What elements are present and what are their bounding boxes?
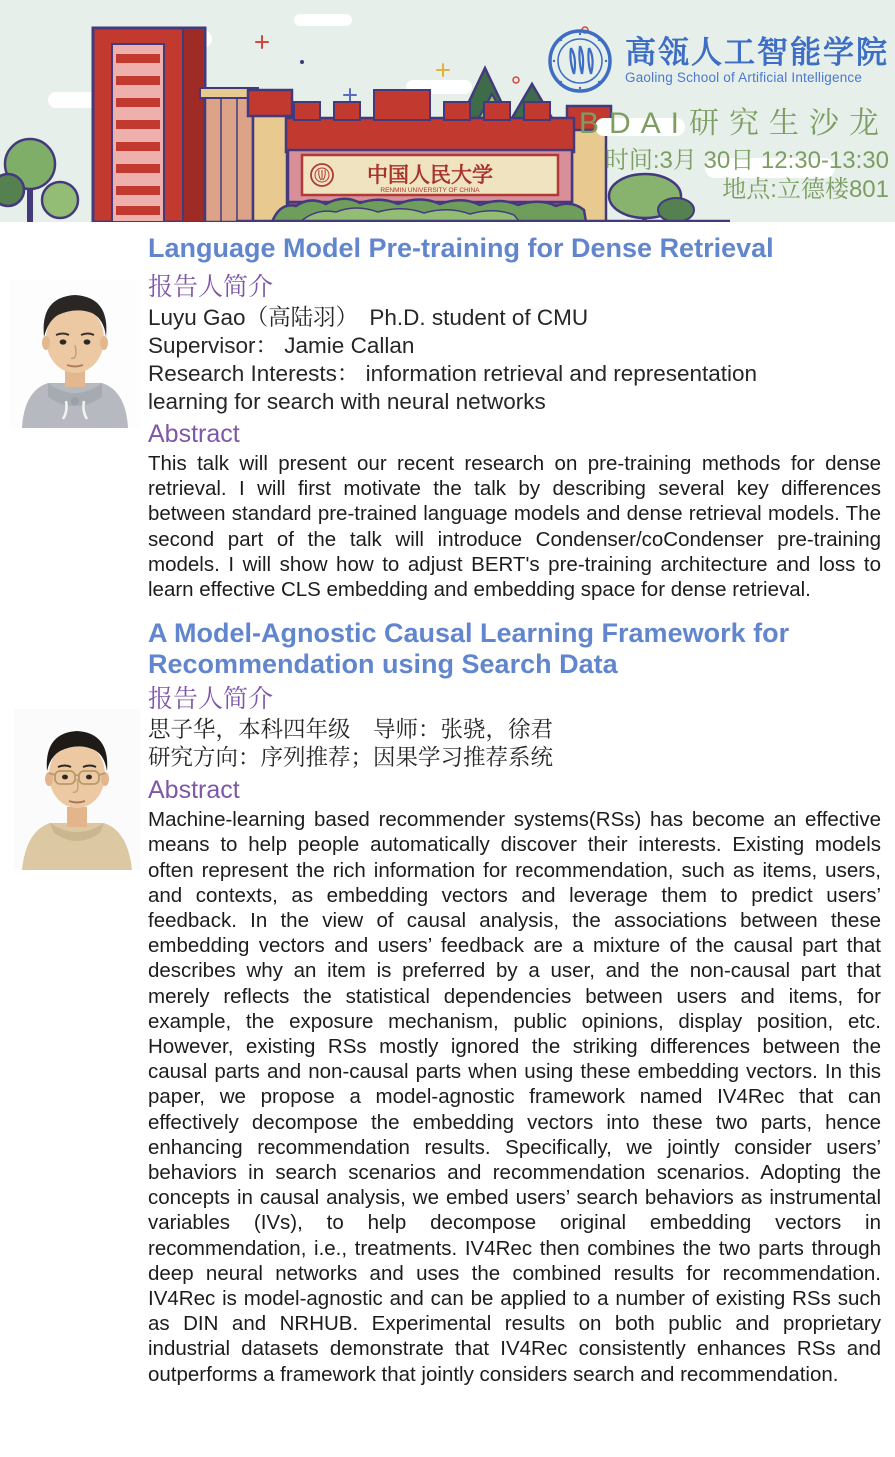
left-trees [0, 139, 78, 222]
school-logo [547, 28, 889, 94]
talk2-bio-heading: 报告人简介 [148, 685, 274, 714]
talk2-bio [148, 716, 843, 772]
talk1-research-line: Research Interests： information retrieval and representation learning for search with neural networks [148, 361, 758, 414]
event-location: 地点:立德楼801 [722, 176, 889, 203]
gsai-seal-icon [547, 28, 613, 94]
talk1-bio-heading: 报告人简介 [148, 273, 274, 301]
talk1-supervisor-line: Supervisor： Jamie Callan [148, 333, 415, 358]
talk2-abstract-heading: Abstract [148, 776, 240, 805]
bushes [272, 199, 586, 222]
header-info [547, 28, 889, 204]
poster-body [0, 222, 895, 1387]
talk2-speaker-line: 思子华，本科四年级 导师：张骁，徐君 [148, 717, 554, 743]
talk1-bio [148, 304, 843, 416]
tower-building [93, 28, 205, 222]
school-name-zh: 高瓴人工智能学院 [625, 35, 889, 70]
event-title: BDAI研究生沙龙 [578, 107, 889, 140]
talk1-speaker-line: Luyu Gao（高陆羽） Ph.D. student of CMU [148, 305, 589, 330]
event-time: 时间:3月 30日 12:30-13:30 [604, 147, 889, 174]
talk1-title: Language Model Pre-training for Dense Retrieval [148, 233, 774, 263]
talk-section-1 [148, 222, 881, 602]
talk2-title: A Model-Agnostic Causal Learning Framework for Recommendation using Search Data [148, 618, 790, 680]
ruc-name-en: RENMIN UNIVERSITY OF CHINA [380, 187, 480, 194]
school-name-en: Gaoling School of Artificial Intelligence [625, 70, 863, 85]
talk-section-2 [148, 618, 881, 1387]
talk2-abstract-text: Machine-learning based recommender systems(RSs) has become an effective means to help people automatically discover their interests. Existing models often represent the rich information for recommendation, such as items, users, and contexts, as embedding vectors and leverage them to predict users’ feedback. In the view of causal analysis, the associations between these embedding vectors and users’ feedback are a mixture of the causal part that describes why an item is preferred by a user, and the non-causal part that merely reflects the statistical dependencies between users and items, for example, the exposure mechanism, public opinions, display position, etc. However, existing RSs mostly ignored the striking differences between the causal parts and non-causal parts when using these embedding vectors. In this paper, we propose a model-agnostic framework named IV4Rec that can effectively decompose the embedding vectors into these two parts, hence enhancing recommendation results. Specifically, we jointly consider users’ behaviors in search scenarios and recommendation scenarios. Adopting the concepts in causal analysis, we embed users’ search behaviors as instrumental variables (IVs), to help decompose original embedding vectors in recommendation, i.e., treatments. IV4Rec then combines the two parts through deep neural networks and uses the combined results for recommendation. IV4Rec is model-agnostic and can be applied to a number of existing RSs such as DIN and NRHUB. Experimental results on both public and proprietary industrial datasets demonstrate that IV4Rec consistently enhances RSs and outperforms a framework that jointly considers search and recommendation. [148, 808, 881, 1386]
talk1-abstract-text: This talk will present our recent research on pre-training methods for dense retrieval. I will first motivate the talk by describing several key differences between standard pre-trained language models and dense retrieval models. The second part of the talk will introduce Condenser/coCondenser pre-training models. I will show how to adjust BERT's pre-training architecture and loss to learn effective CLS embedding and embedding space for dense retrieval. [148, 452, 881, 602]
talk1-abstract-heading: Abstract [148, 420, 240, 448]
ruc-name-zh: 中国人民大学 [367, 163, 493, 187]
talk2-research-line: 研究方向：序列推荐；因果学习推荐系统 [148, 745, 554, 771]
cloud-shape [294, 14, 352, 26]
header-banner [0, 0, 895, 222]
